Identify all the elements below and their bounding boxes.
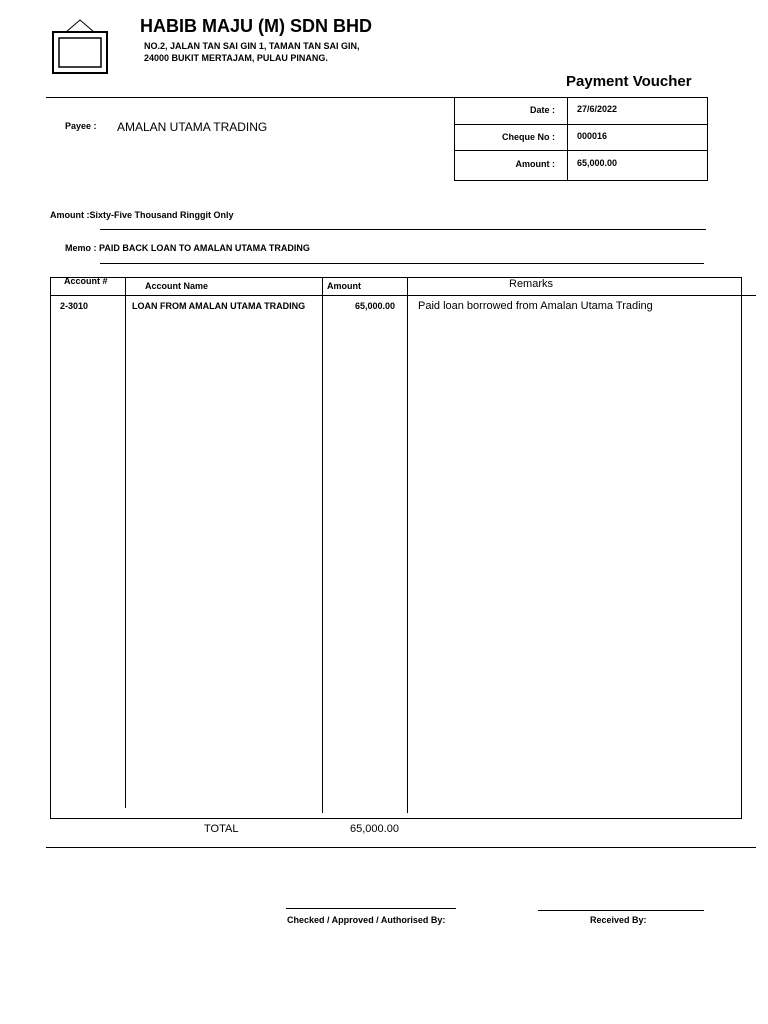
row-amount: 65,000.00 [355, 301, 396, 311]
header-account-no: Account # [64, 276, 108, 286]
row-account-name: LOAN FROM AMALAN UTAMA TRADING [132, 301, 306, 311]
cheque-value: 000016 [577, 131, 608, 141]
memo: Memo : PAID BACK LOAN TO AMALAN UTAMA TRADING [65, 243, 310, 253]
header-amount: Amount [327, 281, 361, 291]
company-address-line1: NO.2, JALAN TAN SAI GIN 1, TAMAN TAN SAI GIN, [144, 41, 360, 51]
table-column-divider [322, 277, 323, 813]
total-value: 65,000.00 [350, 823, 399, 835]
date-value: 27/6/2022 [577, 104, 618, 114]
payee-label: Payee : [65, 121, 97, 131]
header-divider [46, 97, 454, 98]
cheque-row [455, 125, 707, 152]
company-logo-icon [50, 18, 110, 76]
table-header-divider [50, 295, 756, 296]
date-label: Date : [529, 105, 555, 115]
voucher-info-box [454, 97, 708, 181]
amount-row [455, 152, 707, 179]
amount-label: Amount : [515, 159, 555, 169]
info-column-divider [567, 98, 568, 180]
checked-approved-label: Checked / Approved / Authorised By: [287, 915, 446, 925]
date-row [455, 98, 707, 125]
received-signature-line [538, 910, 704, 911]
header-account-name: Account Name [145, 281, 209, 291]
table-column-divider [125, 277, 126, 808]
info-divider [455, 150, 707, 151]
row-remarks: Paid loan borrowed from Amalan Utama Trading [418, 300, 653, 312]
voucher-title: Payment Voucher [566, 73, 692, 90]
table-column-divider [407, 277, 408, 813]
memo-underline [100, 263, 704, 264]
header-remarks: Remarks [509, 278, 554, 290]
amount-value: 65,000.00 [577, 158, 618, 168]
company-address-line2: 24000 BUKIT MERTAJAM, PULAU PINANG. [144, 53, 328, 63]
checked-signature-line [286, 908, 456, 909]
row-account-no: 2-3010 [60, 301, 89, 311]
amount-words-underline [100, 229, 706, 230]
accounts-table [50, 277, 742, 819]
payee-value: AMALAN UTAMA TRADING [117, 120, 268, 134]
total-label: TOTAL [204, 823, 239, 835]
cheque-label: Cheque No : [502, 132, 555, 142]
total-divider [46, 847, 756, 848]
amount-in-words: Amount :Sixty-Five Thousand Ringgit Only [50, 210, 234, 220]
company-name: HABIB MAJU (M) SDN BHD [140, 16, 372, 36]
received-by-label: Received By: [590, 915, 647, 925]
